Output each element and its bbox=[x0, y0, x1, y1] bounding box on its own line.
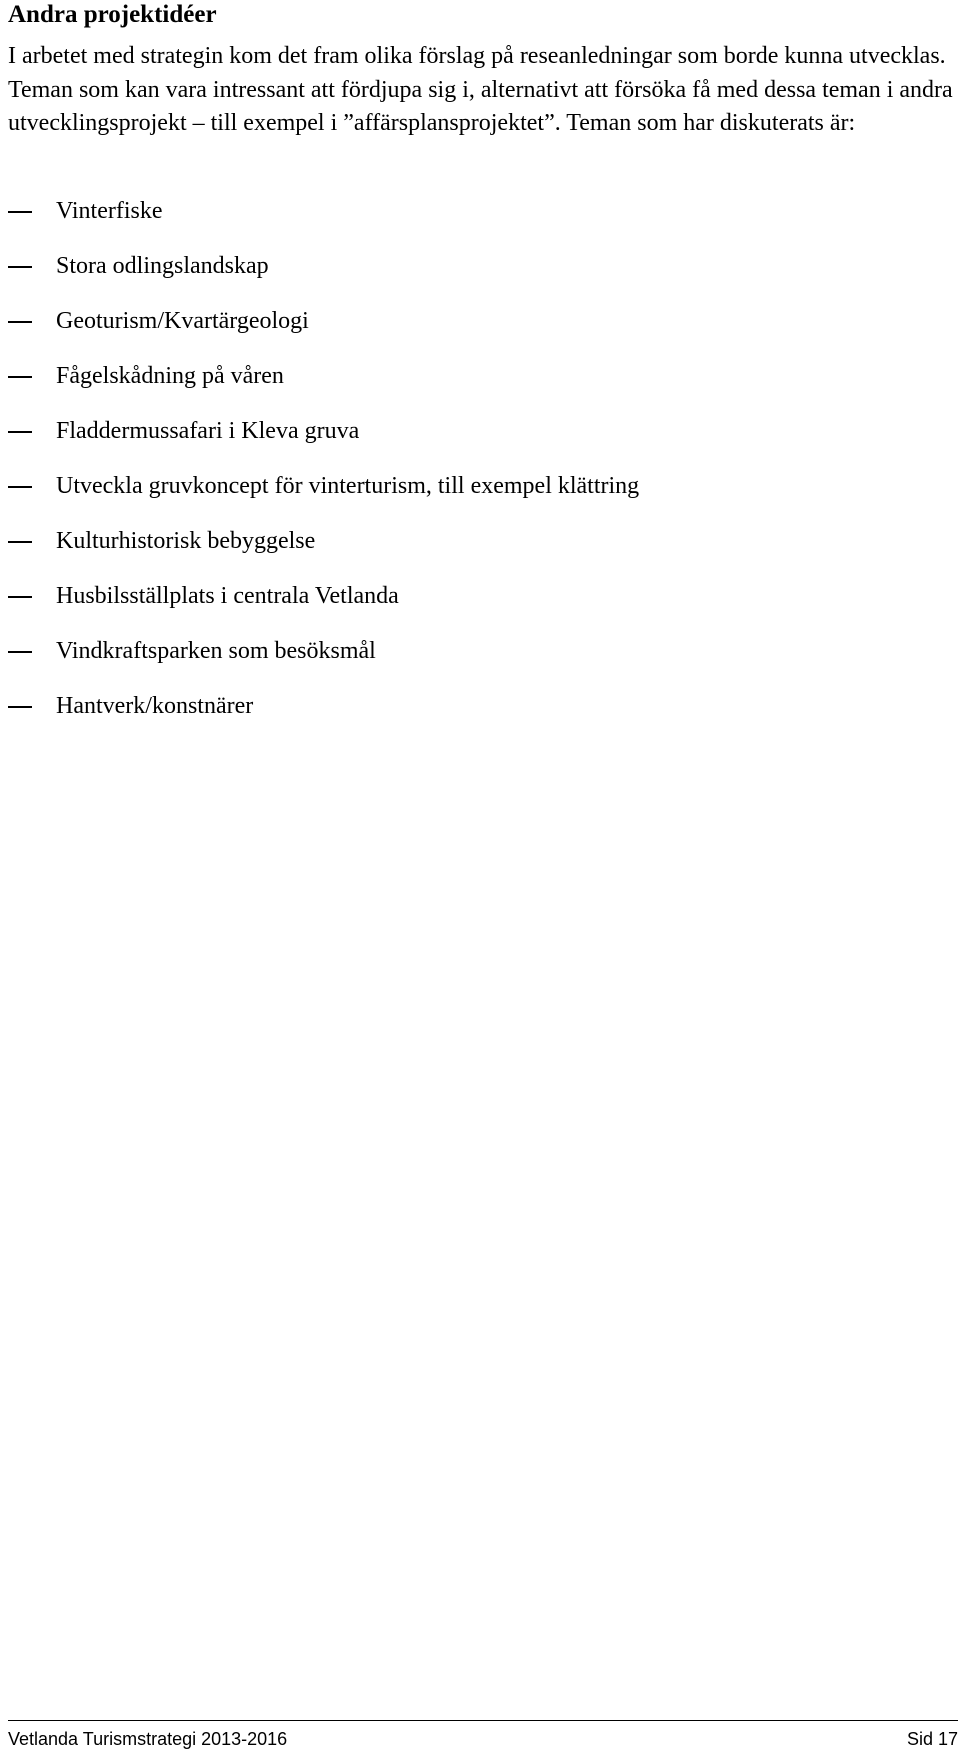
theme-list bbox=[0, 196, 950, 746]
dash-bullet-icon bbox=[8, 266, 32, 268]
list-item bbox=[0, 581, 950, 636]
list-item-text: Utveckla gruvkoncept för vinterturism, till exempel klättring bbox=[56, 473, 640, 499]
list-item bbox=[0, 636, 950, 691]
list-item bbox=[0, 526, 950, 581]
list-item-text: Hantverk/konstnärer bbox=[56, 693, 254, 719]
list-item-text: Geoturism/Kvartärgeologi bbox=[56, 308, 309, 334]
footer-page-number: Sid 17 bbox=[906, 1729, 958, 1749]
list-item bbox=[0, 196, 950, 251]
footer-document-title: Vetlanda Turismstrategi 2013-2016 bbox=[8, 1729, 288, 1749]
list-item-text: Vinterfiske bbox=[56, 198, 163, 224]
dash-bullet-icon bbox=[8, 321, 32, 323]
dash-bullet-icon bbox=[8, 431, 32, 433]
list-item-text: Vindkraftsparken som besöksmål bbox=[56, 638, 376, 664]
dash-bullet-icon bbox=[8, 706, 32, 708]
list-item bbox=[0, 416, 950, 471]
list-item bbox=[0, 306, 950, 361]
dash-bullet-icon bbox=[8, 651, 32, 653]
list-item bbox=[0, 471, 950, 526]
intro-paragraph: I arbetet med strategin kom det fram olika förslag på reseanledningar som borde kunna utvecklas. Teman som kan vara intressant att fördjupa sig i, alternativt att försöka få med dessa teman i andra utvecklingsprojekt – till exempel i ”affärsplansprojektet”. Teman som har diskuterats är: bbox=[8, 43, 953, 136]
dash-bullet-icon bbox=[8, 211, 32, 213]
list-item bbox=[0, 691, 950, 746]
page-title: Andra projektidéer bbox=[8, 1, 217, 28]
dash-bullet-icon bbox=[8, 486, 32, 488]
list-item-text: Fladdermussafari i Kleva gruva bbox=[56, 418, 360, 444]
list-item bbox=[0, 361, 950, 416]
list-item-text: Husbilsställplats i centrala Vetlanda bbox=[56, 583, 399, 609]
page-footer bbox=[8, 1728, 958, 1750]
dash-bullet-icon bbox=[8, 596, 32, 598]
list-item bbox=[0, 251, 950, 306]
dash-bullet-icon bbox=[8, 376, 32, 378]
footer-divider bbox=[8, 1720, 958, 1721]
list-item-text: Stora odlingslandskap bbox=[56, 253, 269, 279]
list-item-text: Kulturhistorisk bebyggelse bbox=[56, 528, 316, 554]
list-item-text: Fågelskådning på våren bbox=[56, 363, 284, 389]
dash-bullet-icon bbox=[8, 541, 32, 543]
